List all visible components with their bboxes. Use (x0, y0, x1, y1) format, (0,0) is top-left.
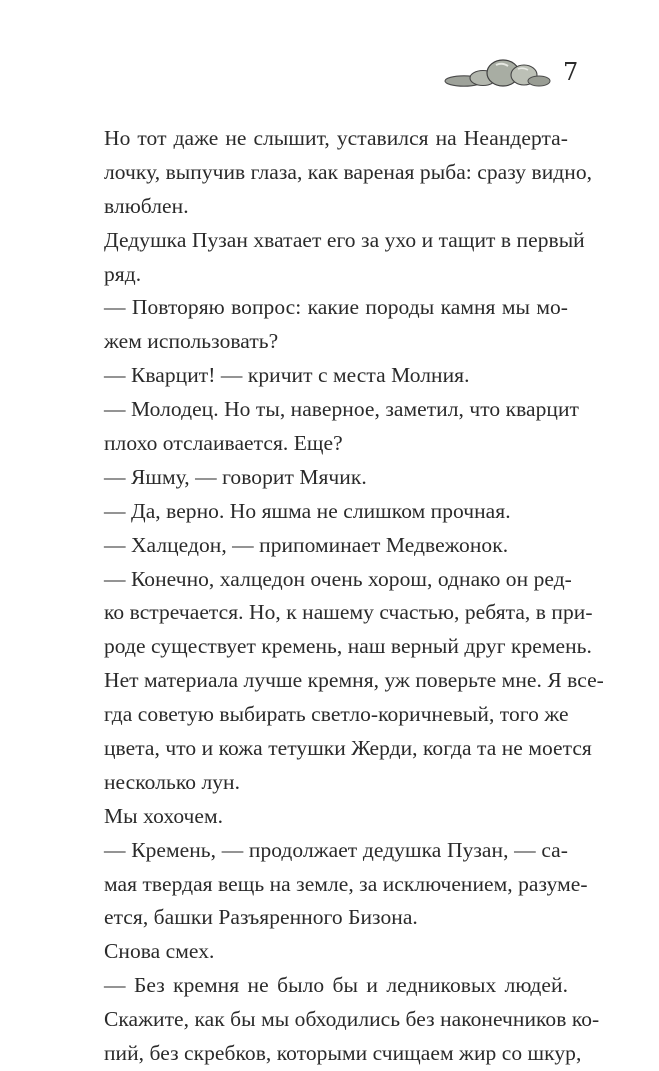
text-line: — Без кремня не было бы и ледниковых людей. (104, 973, 568, 998)
text-line: влюблен. (104, 193, 189, 218)
text-line: — Яшму, — говорит Мячик. (104, 464, 367, 489)
text-line: плохо отслаивается. Еще? (104, 431, 343, 456)
text-line: лочку, выпучив глаза, как вареная рыба: сразу видно, (104, 159, 593, 184)
stones-icon (436, 56, 556, 88)
text-line: цвета, что и кожа тетушки Жерди, когда та не моется (104, 736, 592, 761)
page-header (430, 52, 590, 92)
text-line: — Конечно, халцедон очень хорош, однако он ред- (104, 566, 572, 591)
text-line: гда советую выбирать светло-коричневый, того же (104, 702, 569, 727)
text-line: несколько лун. (104, 769, 241, 794)
text-line: роде существует кремень, наш верный друг кремень. (104, 634, 592, 659)
text-line: Но тот даже не слышит, уставился на Неандерта- (104, 126, 568, 150)
text-line: — Молодец. Но ты, наверное, заметил, что кварцит (104, 397, 579, 422)
text-line: — Повторяю вопрос: какие породы камня мы мо- (104, 295, 568, 320)
text-line: ряд. (104, 261, 142, 286)
text-line: — Да, верно. Но яшма не слишком прочная. (104, 498, 511, 523)
text-line: мая твердая вещь на земле, за исключением, разуме- (104, 871, 588, 896)
text-line: Нет материала лучше кремня, уж поверьте мне. Я все- (104, 668, 604, 693)
text-line: ко встречается. Но, к нашему счастью, ребята, в при- (104, 600, 593, 625)
text-line: Скажите, как бы мы обходились без наконечников ко- (104, 1007, 600, 1032)
text-line: Дедушка Пузан хватает его за ухо и тащит в первый (104, 227, 585, 252)
body-text (104, 122, 604, 1071)
page-number: 7 (563, 58, 579, 86)
text-line: пий, без скребков, которыми счищаем жир со шкур, (104, 1041, 582, 1066)
text-line: Снова смех. (104, 939, 215, 964)
text-line: Мы хохочем. (104, 803, 224, 828)
text-line: — Кварцит! — кричит с места Молния. (104, 363, 470, 388)
text-line: жем использовать? (104, 329, 279, 354)
text-line: — Халцедон, — припоминает Медвежонок. (104, 532, 509, 557)
text-line: — Кремень, — продолжает дедушка Пузан, — са- (104, 837, 568, 862)
text-line: ется, башки Разъяренного Бизона. (104, 905, 418, 930)
